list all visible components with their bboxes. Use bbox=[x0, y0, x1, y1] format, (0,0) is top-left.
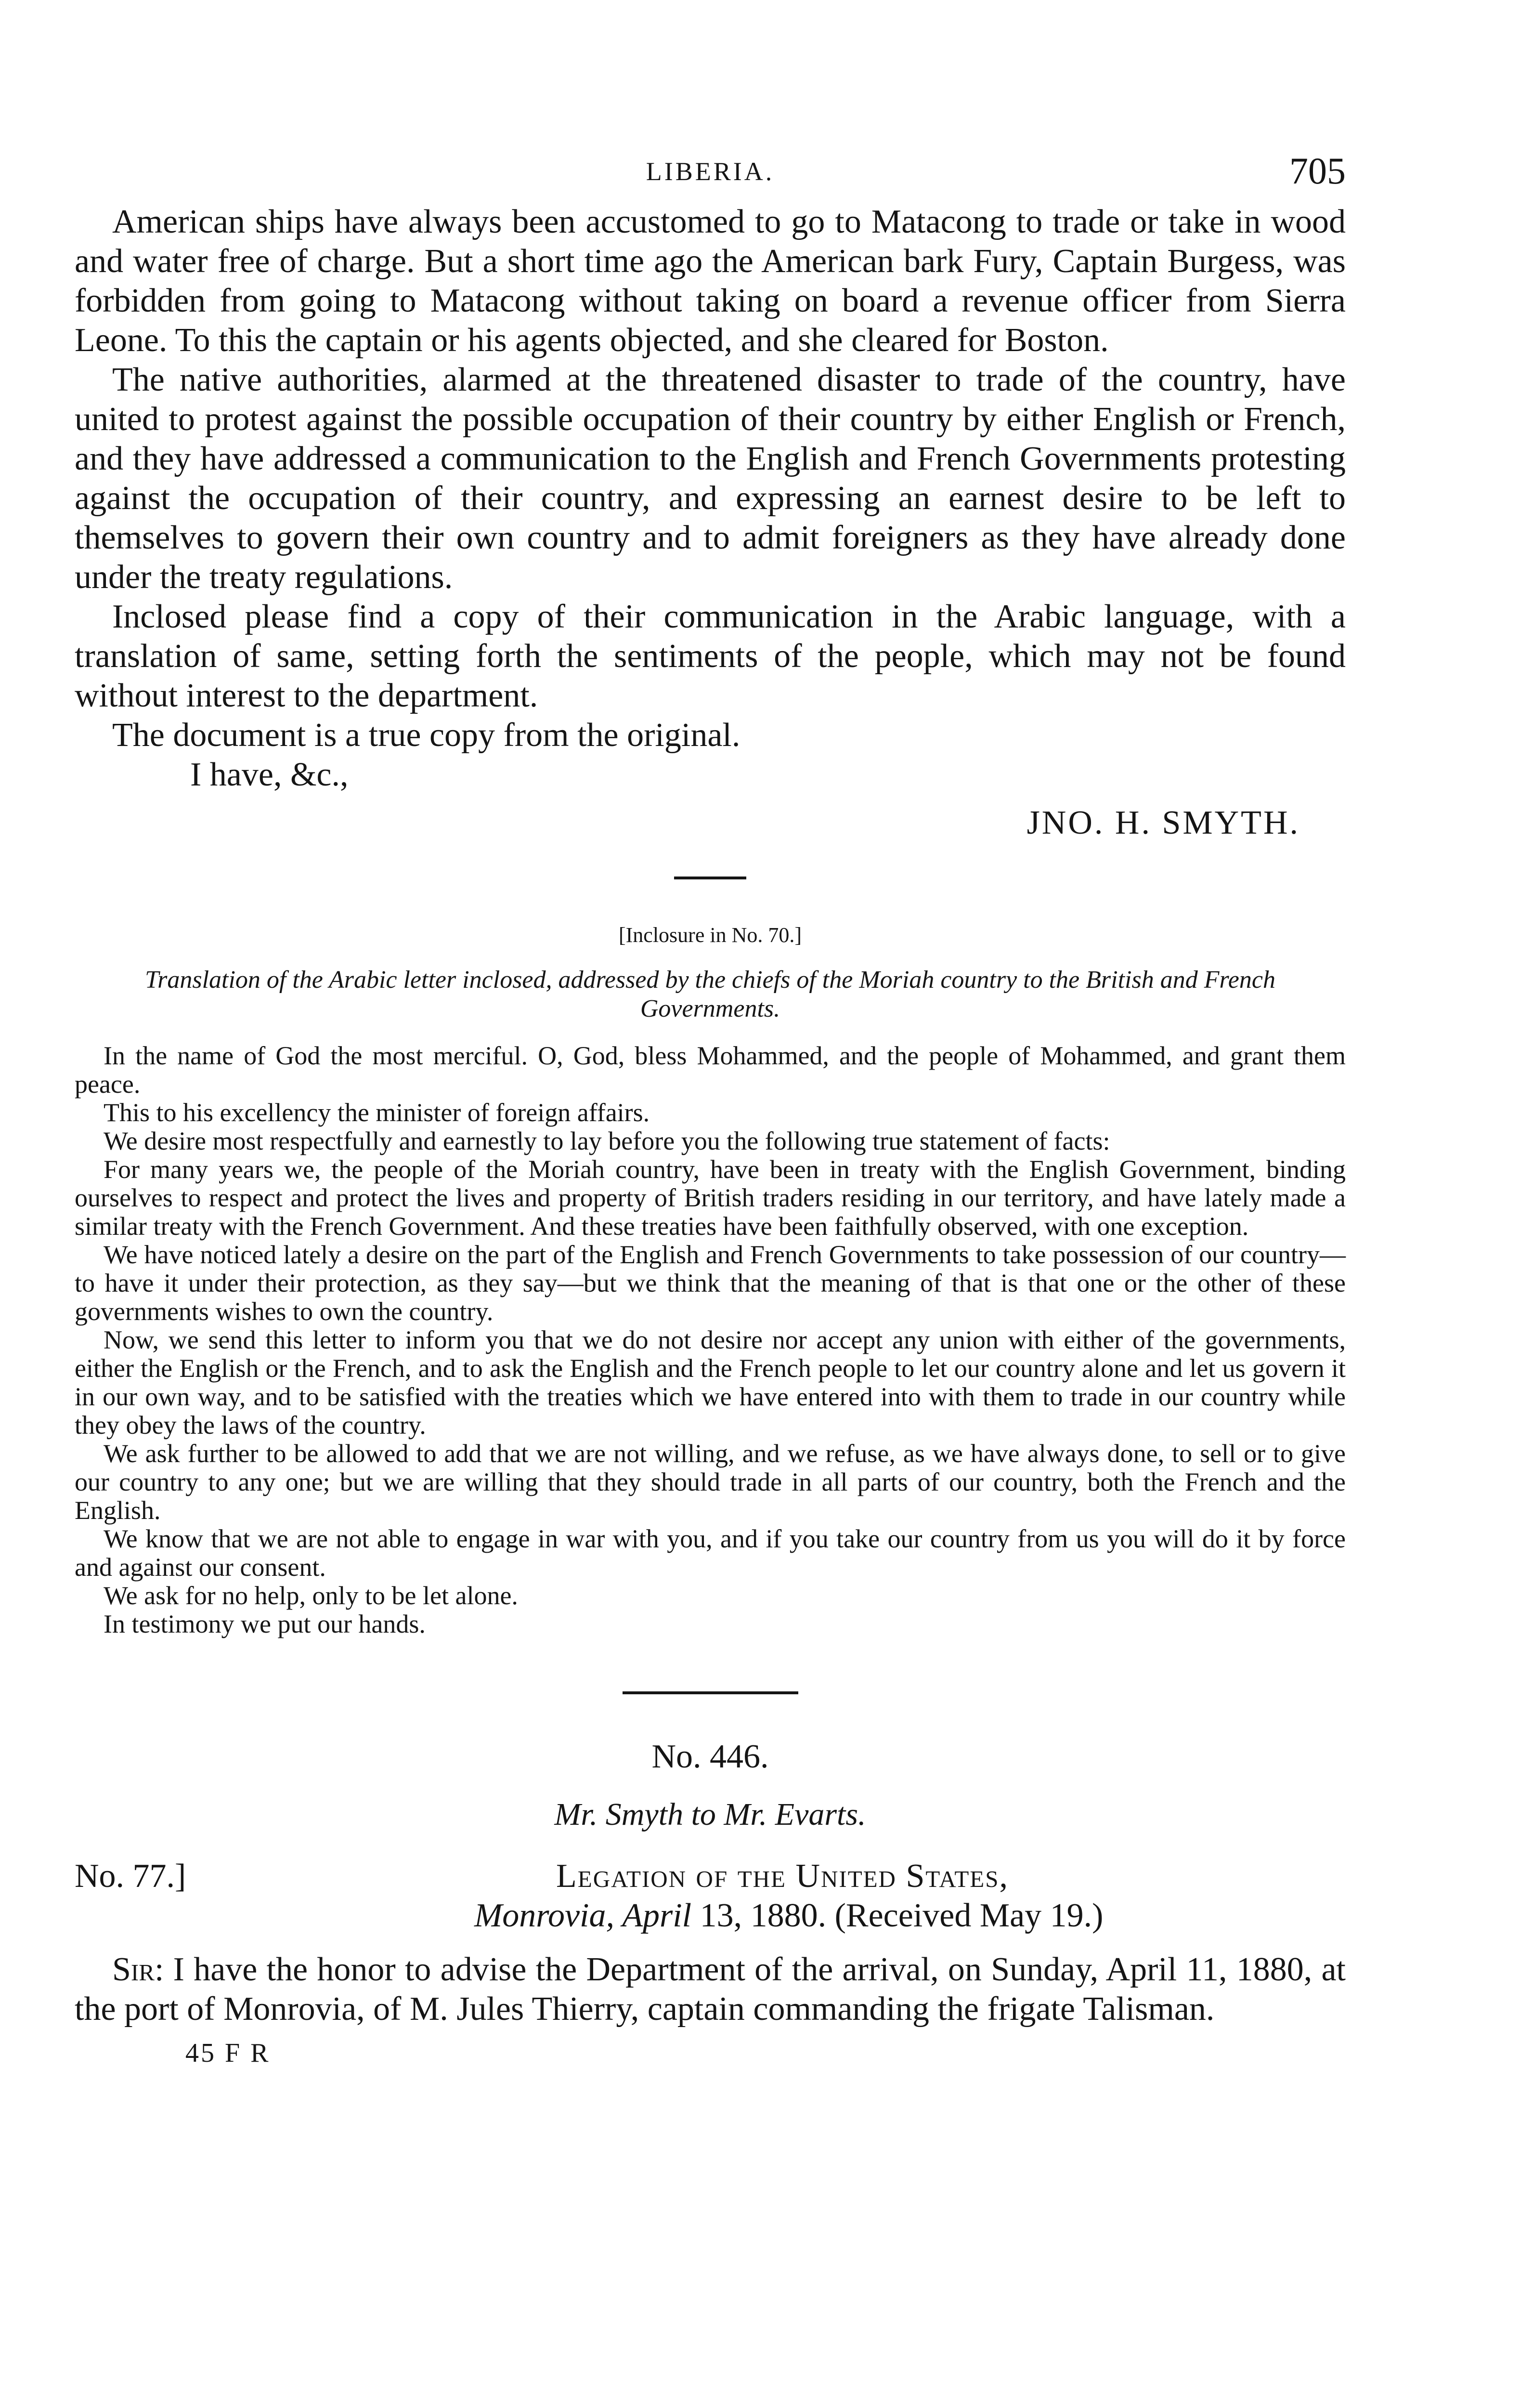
signature-mark: 45 F R bbox=[185, 2038, 271, 2068]
section-divider bbox=[674, 877, 746, 879]
translation-title: Translation of the Arabic letter inclosed, addressed by the chiefs of the Moriah country to the British and French Governments. bbox=[145, 966, 1275, 1022]
salutation: Sir bbox=[112, 1951, 155, 1988]
page-header bbox=[75, 130, 1346, 202]
enclosure-paragraph: For many years we, the people of the Moriah country, have been in treaty with the English Government, binding ourselves to respect and protect the lives and property of British traders residing in our territory, and have lately made a similar treaty with the French Government. And these treaties have been faithfully observed, with one exception. bbox=[75, 1155, 1346, 1241]
enclosure-paragraph: We desire most respectfully and earnestly to lay before you the following true statement of facts: bbox=[104, 1126, 1110, 1155]
dateline bbox=[474, 1897, 1103, 1935]
section-divider bbox=[623, 1691, 798, 1694]
enclosure-paragraph: We ask further to be allowed to add that we are not willing, and we refuse, as we have always done, to sell or to give our country to any one; but we are willing that they should trade in all parts of our country, both the French and the English. bbox=[75, 1439, 1346, 1525]
closing: I have, &c., bbox=[190, 756, 349, 793]
letter-heading bbox=[75, 1857, 1346, 1941]
enclosure-paragraph: Now, we send this letter to inform you that we do not desire nor accept any union with either of the governments, either the English or the French, and to ask the English and the French people to let our country alone and let us govern it in our own way, and to be satisfied with the treaties which we have entered into with them to trade in our country while they obey the laws of the country. bbox=[75, 1325, 1346, 1440]
dateline-place: Monrovia, April bbox=[474, 1897, 692, 1934]
enclosure-paragraph: This to his excellency the minister of foreign affairs. bbox=[104, 1098, 650, 1127]
document-subtitle: Mr. Smyth to Mr. Evarts. bbox=[554, 1797, 866, 1832]
letter-body bbox=[75, 202, 1346, 755]
letter-number: No. 77.] bbox=[75, 1858, 186, 1895]
signature: JNO. H. SMYTH. bbox=[1026, 804, 1300, 841]
body-paragraph: The document is a true copy from the original. bbox=[112, 717, 741, 754]
letter-opening bbox=[75, 1950, 1346, 2029]
page-number: 705 bbox=[1289, 150, 1346, 192]
enclosure-paragraph: In testimony we put our hands. bbox=[104, 1610, 426, 1638]
running-head: LIBERIA. bbox=[646, 157, 775, 186]
body-paragraph: American ships have always been accustomed to go to Matacong to trade or take in wood and water free of charge. But a short time ago the American bark Fury, Captain Burgess, was forbidden from going to Matacong without taking on board a revenue officer from Sierra Leone. To this the captain or his agents objected, and she cleared for Boston. bbox=[75, 203, 1346, 359]
legation-line: Legation of the United States, bbox=[556, 1858, 1009, 1895]
opening-text: : I have the honor to advise the Department of the arrival, on Sunday, April 11, 1880, at the port of Monrovia, of M. Jules Thierry, captain commanding the frigate Talisman. bbox=[75, 1951, 1346, 2028]
enclosure-paragraph: We know that we are not able to engage in war with you, and if you take our country from us you will do it by force and against our consent. bbox=[75, 1524, 1346, 1582]
enclosure-paragraph: In the name of God the most merciful. O, God, bless Mohammed, and the people of Mohammed, and grant them peace. bbox=[75, 1041, 1346, 1099]
document-number: No. 446. bbox=[651, 1738, 769, 1775]
body-paragraph: Inclosed please find a copy of their communication in the Arabic language, with a translation of same, setting forth the sentiments of the people, which may not be found without interest to the department. bbox=[75, 598, 1346, 714]
dateline-rest: 13, 1880. (Received May 19.) bbox=[691, 1897, 1104, 1934]
opening-paragraph bbox=[75, 1950, 1346, 2029]
body-paragraph: The native authorities, alarmed at the threatened disaster to trade of the country, have united to protest against the possible occupation of their country by either English or French, and they have addressed a communication to the English and French Governments protesting against the occupation of their country, and expressing an earnest desire to be left to themselves to govern their own country and to admit foreigners as they have already done under the treaty regulations. bbox=[75, 361, 1346, 596]
enclosure-label: [Inclosure in No. 70.] bbox=[618, 923, 802, 947]
enclosure-paragraph: We have noticed lately a desire on the part of the English and French Governments to take possession of our country—to have it under their protection, as they say—but we think that the meaning of that is that one or the other of these governments wishes to own the country. bbox=[75, 1240, 1346, 1326]
document-page bbox=[75, 130, 1346, 2068]
enclosure-body bbox=[75, 1042, 1346, 1638]
enclosure-paragraph: We ask for no help, only to be let alone. bbox=[104, 1581, 518, 1610]
